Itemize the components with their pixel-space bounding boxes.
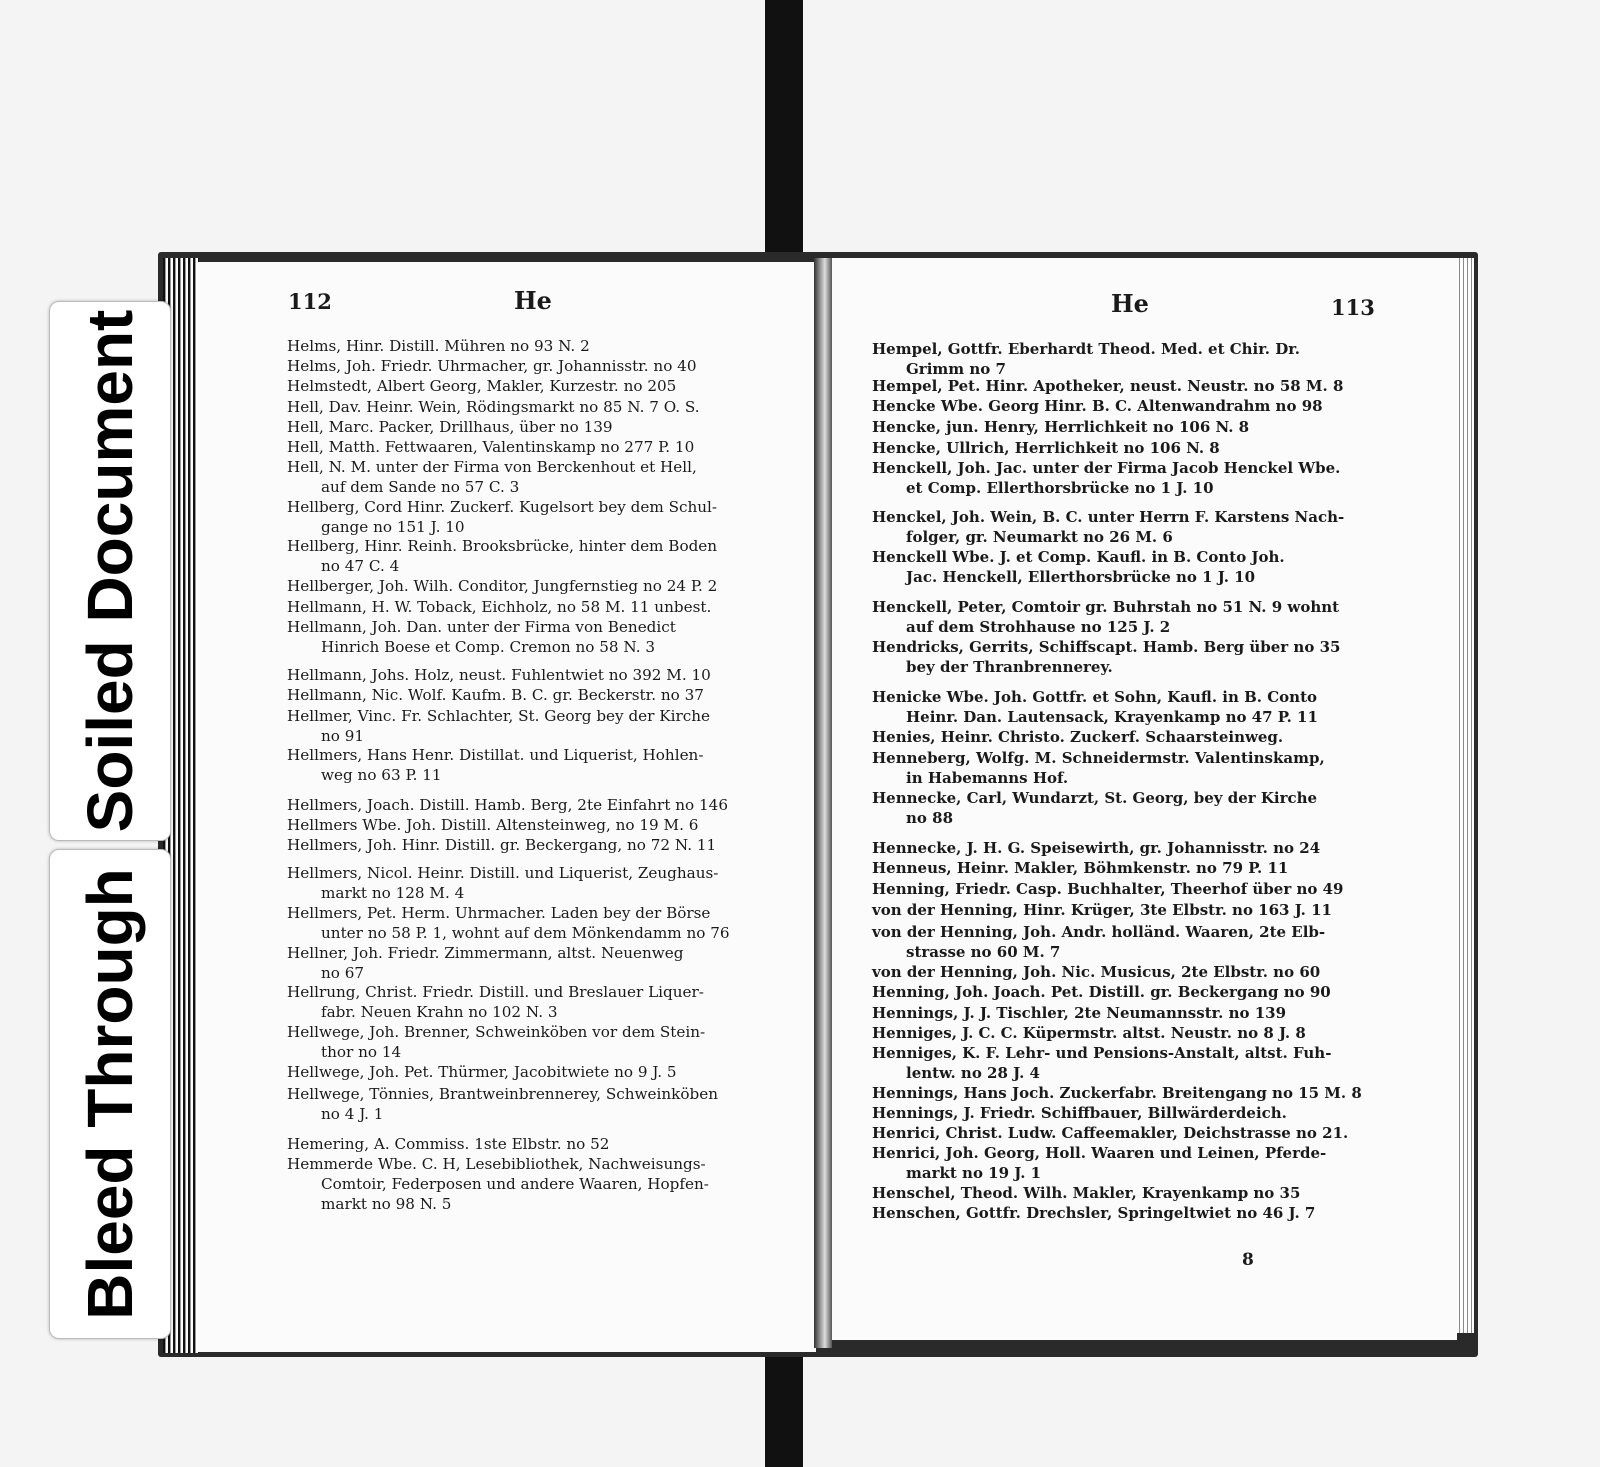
book-gutter <box>814 258 832 1348</box>
entry-continuation: unter no 58 P. 1, wohnt auf dem Mönkendamm no 76 <box>321 924 730 942</box>
directory-entry <box>287 1154 787 1214</box>
entry-text: Hellwege, Joh. Brenner, Schweinköben vor dem Stein- <box>287 1023 706 1041</box>
entry-continuation: bey der Thranbrennerey. <box>906 658 1113 676</box>
directory-entry <box>287 576 787 596</box>
entry-text: Hellwege, Joh. Pet. Thürmer, Jacobitwiete no 9 J. 5 <box>287 1063 677 1081</box>
entry-text: Hellmers Wbe. Joh. Distill. Altensteinweg, no 19 M. 6 <box>287 816 699 834</box>
entry-text: Hell, Marc. Packer, Drillhaus, über no 139 <box>287 418 613 436</box>
directory-entry <box>872 396 1374 416</box>
spine-ribbon-bottom <box>765 1340 803 1467</box>
directory-entry <box>872 1003 1374 1023</box>
directory-entry <box>287 1134 787 1154</box>
entry-text: Henschel, Theod. Wilh. Makler, Krayenkamp no 35 <box>872 1184 1301 1202</box>
entry-text: Hencke, jun. Henry, Herrlichkeit no 106 N. 8 <box>872 418 1250 436</box>
entry-text: Hellmers, Joh. Hinr. Distill. gr. Beckergang, no 72 N. 11 <box>287 836 717 854</box>
directory-entry <box>287 437 787 457</box>
directory-entry <box>872 547 1374 587</box>
entry-text: Hellmer, Vinc. Fr. Schlachter, St. Georg bey der Kirche <box>287 707 710 725</box>
entry-text: Hell, Matth. Fettwaaren, Valentinskamp no 277 P. 10 <box>287 438 695 456</box>
directory-entry <box>872 417 1374 437</box>
directory-entry <box>287 497 787 537</box>
entry-continuation: in Habemanns Hof. <box>906 769 1069 787</box>
entry-continuation: lentw. no 28 J. 4 <box>906 1064 1040 1082</box>
directory-entry <box>872 1183 1374 1203</box>
entry-continuation: no 91 <box>321 727 365 745</box>
directory-entry <box>872 339 1374 379</box>
soiled-document-tab <box>49 301 171 841</box>
directory-entry <box>287 1022 787 1062</box>
entry-text: Hellmers, Nicol. Heinr. Distill. und Liquerist, Zeughaus- <box>287 864 719 882</box>
directory-entry <box>872 637 1374 677</box>
directory-entry <box>872 1203 1374 1223</box>
entry-continuation: gange no 151 J. 10 <box>321 518 465 536</box>
directory-entry <box>872 687 1374 727</box>
entry-text: Henniges, K. F. Lehr- und Pensions-Anstalt, altst. Fuh- <box>872 1044 1332 1062</box>
directory-entry <box>287 597 787 617</box>
directory-entry <box>872 376 1374 396</box>
entry-continuation: markt no 19 J. 1 <box>906 1164 1042 1182</box>
left-page-number: 112 <box>288 289 332 314</box>
bleed-through-tab <box>49 849 171 1339</box>
entry-text: Henrici, Christ. Ludw. Caffeemakler, Deichstrasse no 21. <box>872 1124 1349 1142</box>
entry-continuation: fabr. Neuen Krahn no 102 N. 3 <box>321 1003 558 1021</box>
entry-text: Hennecke, J. H. G. Speisewirth, gr. Johannisstr. no 24 <box>872 839 1321 857</box>
entry-text: Hemering, A. Commiss. 1ste Elbstr. no 52 <box>287 1135 610 1153</box>
entry-text: Hempel, Pet. Hinr. Apotheker, neust. Neustr. no 58 M. 8 <box>872 377 1344 395</box>
directory-entry <box>287 356 787 376</box>
entry-text: Hell, N. M. unter der Firma von Berckenhout et Hell, <box>287 458 697 476</box>
entry-continuation: thor no 14 <box>321 1043 402 1061</box>
entry-text: Hellberg, Hinr. Reinh. Brooksbrücke, hinter dem Boden <box>287 537 718 555</box>
entry-text: Hellmann, H. W. Toback, Eichholz, no 58 M. 11 unbest. <box>287 598 712 616</box>
directory-entry <box>287 1084 787 1124</box>
entry-text: von der Henning, Joh. Nic. Musicus, 2te Elbstr. no 60 <box>872 963 1321 981</box>
entry-text: Hennecke, Carl, Wundarzt, St. Georg, bey der Kirche <box>872 789 1318 807</box>
directory-entry <box>287 835 787 855</box>
directory-entry <box>287 536 787 576</box>
spine-ribbon-top <box>765 0 803 262</box>
directory-entry <box>287 815 787 835</box>
directory-entry <box>872 1043 1374 1083</box>
entry-continuation: weg no 63 P. 11 <box>321 766 442 784</box>
left-running-head: He <box>514 286 552 315</box>
directory-entry <box>872 727 1374 747</box>
entry-text: Hellberg, Cord Hinr. Zuckerf. Kugelsort bey dem Schul- <box>287 498 718 516</box>
entry-continuation: no 47 C. 4 <box>321 557 400 575</box>
bleed-through-label: Bleed Through <box>74 868 146 1320</box>
entry-text: Henckell, Joh. Jac. unter der Firma Jacob Henckel Wbe. <box>872 459 1341 477</box>
entry-continuation: Jac. Henckell, Ellerthorsbrücke no 1 J. 10 <box>906 568 1256 586</box>
entry-continuation: markt no 128 M. 4 <box>321 884 465 902</box>
directory-entry <box>872 1083 1374 1103</box>
entry-continuation: Hinrich Boese et Comp. Cremon no 58 N. 3 <box>321 638 656 656</box>
entry-text: Henckel, Joh. Wein, B. C. unter Herrn F. Karstens Nach- <box>872 508 1345 526</box>
entry-text: Hellmers, Pet. Herm. Uhrmacher. Laden bey der Börse <box>287 904 711 922</box>
entry-continuation: no 4 J. 1 <box>321 1105 384 1123</box>
entry-text: Henies, Heinr. Christo. Zuckerf. Schaarsteinweg. <box>872 728 1284 746</box>
directory-entry <box>872 597 1374 637</box>
entry-continuation: folger, gr. Neumarkt no 26 M. 6 <box>906 528 1173 546</box>
entry-text: Hellner, Joh. Friedr. Zimmermann, altst. Neuenweg <box>287 944 684 962</box>
directory-entry <box>287 457 787 497</box>
directory-entry <box>872 962 1374 982</box>
directory-entry <box>287 417 787 437</box>
directory-entry <box>287 376 787 396</box>
entry-text: Henneberg, Wolfg. M. Schneidermstr. Valentinskamp, <box>872 749 1325 767</box>
entry-text: Hennings, Hans Joch. Zuckerfabr. Breitengang no 15 M. 8 <box>872 1084 1362 1102</box>
entry-text: Henneus, Heinr. Makler, Böhmkenstr. no 79 P. 11 <box>872 859 1289 877</box>
entry-text: Hencke Wbe. Georg Hinr. B. C. Altenwandrahm no 98 <box>872 397 1323 415</box>
entry-text: Hempel, Gottfr. Eberhardt Theod. Med. et Chir. Dr. <box>872 340 1300 358</box>
entry-continuation: et Comp. Ellerthorsbrücke no 1 J. 10 <box>906 479 1214 497</box>
entry-text: Helms, Hinr. Distill. Mühren no 93 N. 2 <box>287 337 590 355</box>
entry-continuation: Heinr. Dan. Lautensack, Krayenkamp no 47 P. 11 <box>906 708 1318 726</box>
entry-continuation: no 88 <box>906 809 954 827</box>
directory-entry <box>287 943 787 983</box>
directory-entry <box>287 863 787 903</box>
directory-entry <box>872 507 1374 547</box>
directory-entry <box>287 706 787 746</box>
entry-continuation: markt no 98 N. 5 <box>321 1195 452 1213</box>
entry-text: Henniges, J. C. C. Küpermstr. altst. Neustr. no 8 J. 8 <box>872 1024 1306 1042</box>
directory-entry <box>287 617 787 657</box>
entry-text: Henrici, Joh. Georg, Holl. Waaren und Leinen, Pferde- <box>872 1144 1327 1162</box>
directory-entry <box>872 858 1374 878</box>
directory-entry <box>872 1143 1374 1183</box>
entry-continuation: auf dem Strohhause no 125 J. 2 <box>906 618 1171 636</box>
entry-text: Hellmers, Joach. Distill. Hamb. Berg, 2te Einfahrt no 146 <box>287 796 728 814</box>
entry-text: Henicke Wbe. Joh. Gottfr. et Sohn, Kaufl. in B. Conto <box>872 688 1318 706</box>
directory-entry <box>872 838 1374 858</box>
directory-entry <box>872 879 1374 899</box>
directory-entry <box>287 397 787 417</box>
right-page-number: 113 <box>1331 295 1375 320</box>
entry-text: Henckell Wbe. J. et Comp. Kaufl. in B. Conto Joh. <box>872 548 1285 566</box>
signature-mark: 8 <box>1242 1250 1254 1270</box>
directory-entry <box>872 438 1374 458</box>
entry-text: Hennings, J. Friedr. Schiffbauer, Billwärderdeich. <box>872 1104 1287 1122</box>
entry-text: Helmstedt, Albert Georg, Makler, Kurzestr. no 205 <box>287 377 677 395</box>
entry-continuation: Comtoir, Federposen und andere Waaren, Hopfen- <box>321 1175 709 1193</box>
directory-entry <box>287 1062 787 1082</box>
directory-entry <box>287 685 787 705</box>
entry-text: Hellwege, Tönnies, Brantweinbrennerey, Schweinköben <box>287 1085 718 1103</box>
soiled-document-label: Soiled Document <box>74 309 146 833</box>
entry-text: Hencke, Ullrich, Herrlichkeit no 106 N. 8 <box>872 439 1220 457</box>
entry-continuation: strasse no 60 M. 7 <box>906 943 1061 961</box>
directory-entry <box>287 903 787 943</box>
directory-entry <box>287 795 787 815</box>
directory-entry <box>287 745 787 785</box>
directory-entry <box>872 922 1374 962</box>
right-running-head: He <box>1111 289 1149 318</box>
entry-continuation: Grimm no 7 <box>906 360 1006 378</box>
entry-text: Hellmann, Nic. Wolf. Kaufm. B. C. gr. Beckerstr. no 37 <box>287 686 704 704</box>
entry-text: Henning, Joh. Joach. Pet. Distill. gr. Beckergang no 90 <box>872 983 1331 1001</box>
entry-continuation: no 67 <box>321 964 365 982</box>
directory-entry <box>287 336 787 356</box>
entry-text: von der Henning, Hinr. Krüger, 3te Elbstr. no 163 J. 11 <box>872 901 1332 919</box>
entry-text: Hellrung, Christ. Friedr. Distill. und Breslauer Liquer- <box>287 983 704 1001</box>
entry-text: Hellmann, Johs. Holz, neust. Fuhlentwiet no 392 M. 10 <box>287 666 711 684</box>
directory-entry <box>872 982 1374 1002</box>
entry-text: Hennings, J. J. Tischler, 2te Neumannsstr. no 139 <box>872 1004 1287 1022</box>
entry-text: Hell, Dav. Heinr. Wein, Rödingsmarkt no 85 N. 7 O. S. <box>287 398 700 416</box>
directory-entry <box>872 1023 1374 1043</box>
entry-text: Henschen, Gottfr. Drechsler, Springeltwiet no 46 J. 7 <box>872 1204 1316 1222</box>
entry-text: Hemmerde Wbe. C. H, Lesebibliothek, Nachweisungs- <box>287 1155 706 1173</box>
directory-entry <box>872 788 1374 828</box>
entry-text: Henckell, Peter, Comtoir gr. Buhrstah no 51 N. 9 wohnt <box>872 598 1340 616</box>
entry-text: von der Henning, Joh. Andr. holländ. Waaren, 2te Elb- <box>872 923 1326 941</box>
directory-entry <box>872 458 1374 498</box>
entry-continuation: auf dem Sande no 57 C. 3 <box>321 478 520 496</box>
entry-text: Hellmers, Hans Henr. Distillat. und Liquerist, Hohlen- <box>287 746 704 764</box>
entry-text: Hendricks, Gerrits, Schiffscapt. Hamb. Berg über no 35 <box>872 638 1341 656</box>
entry-text: Hellmann, Joh. Dan. unter der Firma von Benedict <box>287 618 676 636</box>
directory-entry <box>287 665 787 685</box>
directory-entry <box>287 982 787 1022</box>
directory-entry <box>872 748 1374 788</box>
entry-text: Helms, Joh. Friedr. Uhrmacher, gr. Johannisstr. no 40 <box>287 357 697 375</box>
directory-entry <box>872 1103 1374 1123</box>
entry-text: Henning, Friedr. Casp. Buchhalter, Theerhof über no 49 <box>872 880 1344 898</box>
directory-entry <box>872 900 1374 920</box>
directory-entry <box>872 1123 1374 1143</box>
entry-text: Hellberger, Joh. Wilh. Conditor, Jungfernstieg no 24 P. 2 <box>287 577 718 595</box>
